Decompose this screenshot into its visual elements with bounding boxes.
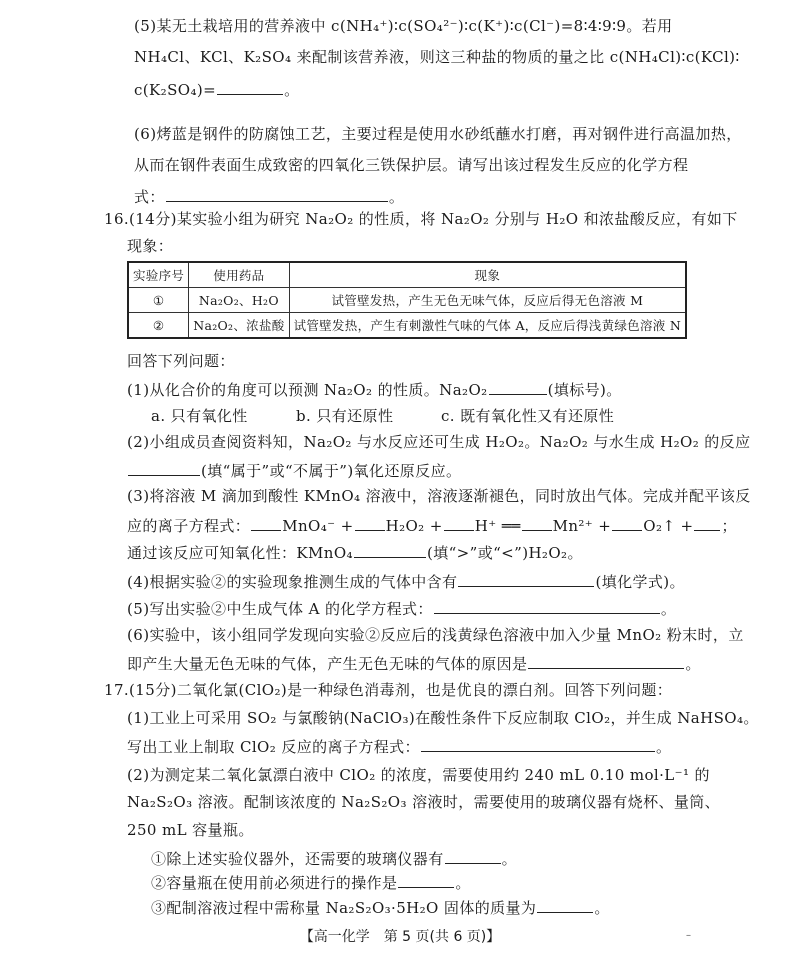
table-header: 使用药品	[189, 262, 289, 288]
option-c: c. 既有氧化性又有还原性	[441, 407, 615, 425]
table-cell: 试管壁发热，产生无色无味气体，反应后得无色溶液 M	[289, 288, 686, 313]
q16-p5-text: (5)写出实验②中生成气体 A 的化学方程式：	[127, 600, 433, 618]
q16-part-4	[127, 570, 685, 592]
option-a: a. 只有氧化性	[151, 407, 248, 425]
answer-blank[interactable]	[537, 896, 593, 913]
table-cell: ②	[128, 313, 189, 339]
q17-part-2-line-1: (2)为测定某二氧化氯漂白液中 ClO₂ 的浓度，需要使用约 240 mL 0.10 mol·L⁻¹ 的	[127, 766, 710, 784]
q17-part-1-line-1: (1)工业上可采用 SO₂ 与氯酸钠(NaClO₃)在酸性条件下反应制取 ClO₂，并生成 NaHSO₄。	[127, 709, 759, 727]
q5-line-1: (5)某无土栽培用的营养液中 c(NH₄⁺)∶c(SO₄²⁻)∶c(K⁺)∶c(Cl⁻)=8∶4∶9∶9。若用	[134, 17, 673, 35]
q17-sub-1	[151, 847, 517, 869]
table-cell: Na₂O₂、H₂O	[189, 288, 289, 313]
option-b: b. 只有还原性	[296, 407, 394, 425]
q16-p5-suffix: 。	[660, 600, 677, 618]
answer-blank[interactable]	[166, 185, 388, 202]
q5-line-2: NH₄Cl、KCl、K₂SO₄ 来配制该营养液，则这三种盐的物质的量之比 c(NH₄Cl)∶c(KCl)∶	[134, 48, 740, 66]
q17-part-1-line-2	[127, 735, 671, 757]
experiment-table	[127, 261, 687, 339]
table-cell: Na₂O₂、浓盐酸	[189, 313, 289, 339]
answer-blank[interactable]	[354, 541, 426, 558]
q17-s2-text: ②容量瓶在使用前必须进行的操作是	[151, 874, 398, 892]
coefficient-blank[interactable]	[251, 514, 281, 531]
q16-part-3-equation	[127, 514, 737, 536]
q17-sub-3	[151, 896, 610, 918]
answer-blank[interactable]	[528, 652, 684, 669]
q16-p2-suffix: (填“属于”或“不属于”)氧化还原反应。	[201, 462, 462, 480]
q17-part-2-line-2: Na₂S₂O₃ 溶液。配制该浓度的 Na₂S₂O₃ 溶液时，需要使用的玻璃仪器有烧杯、量筒、	[127, 793, 721, 811]
eq-term: H⁺ ══	[474, 517, 521, 535]
q5-line-3	[134, 78, 300, 100]
q16-heading-2: 现象：	[127, 237, 174, 255]
answer-blank[interactable]	[458, 570, 594, 587]
q16-part-2-line-1: (2)小组成员查阅资料知，Na₂O₂ 与水反应还可生成 H₂O₂。Na₂O₂ 与水生成 H₂O₂ 的反应	[127, 433, 751, 451]
table-header: 实验序号	[128, 262, 189, 288]
product-blank[interactable]	[694, 514, 720, 531]
coefficient-blank[interactable]	[355, 514, 385, 531]
q17-p1-text: 写出工业上制取 ClO₂ 反应的离子方程式：	[127, 738, 420, 756]
table-header-row	[128, 262, 686, 288]
q16-p4-text: (4)根据实验②的实验现象推测生成的气体中含有	[127, 573, 458, 591]
page-footer: 【高一化学 第 5 页(共 6 页)】	[299, 929, 501, 945]
q5-line-3-end: 。	[284, 81, 300, 99]
q16-part-3-line-3	[127, 541, 583, 563]
q17-s1-text: ①除上述实验仪器外，还需要的玻璃仪器有	[151, 850, 444, 868]
q17-p1-end: 。	[655, 738, 672, 756]
q16-p6-end: 。	[685, 655, 701, 673]
answer-blank[interactable]	[434, 597, 660, 614]
q16-part-5	[127, 597, 676, 619]
eq-term: MnO₄⁻ +	[282, 517, 354, 535]
q6-line-3-text: 式：	[134, 188, 165, 206]
coefficient-blank[interactable]	[444, 514, 474, 531]
q16-part-6-line-1: (6)实验中，该小组同学发现向实验②反应后的浅黄绿色溶液中加入少量 MnO₂ 粉末时，立	[127, 626, 744, 644]
q17-s3-end: 。	[594, 899, 610, 917]
eq-term: Mn²⁺ +	[552, 517, 612, 535]
q16-part-1	[127, 378, 622, 400]
q17-s2-end: 。	[455, 874, 471, 892]
q16-part-3-line-1: (3)将溶液 M 滴加到酸性 KMnO₄ 溶液中，溶液逐渐褪色，同时放出气体。完成并配平该反	[127, 487, 751, 505]
q16-p3-text: 通过该反应可知氧化性：KMnO₄	[127, 544, 353, 562]
q17-part-2-line-3: 250 mL 容量瓶。	[127, 821, 254, 839]
q16-part-6-line-2	[127, 652, 701, 674]
coefficient-blank[interactable]	[522, 514, 552, 531]
q16-p4-suffix: (填化学式)。	[595, 573, 685, 591]
q16-heading: 16.(14分)某实验小组为研究 Na₂O₂ 的性质，将 Na₂O₂ 分别与 H₂O 和浓盐酸反应，有如下	[104, 210, 738, 228]
answer-blank[interactable]	[398, 871, 454, 888]
answer-blank[interactable]	[128, 459, 200, 476]
eq-end: ；	[721, 517, 737, 535]
q17-sub-2	[151, 871, 471, 893]
q16-part-2-line-2	[127, 459, 461, 481]
q6-line-3-end: 。	[388, 188, 405, 206]
q6-line-2: 从而在钢件表面生成致密的四氧化三铁保护层。请写出该过程发生反应的化学方程	[134, 156, 689, 174]
table-cell: 试管壁发热，产生有刺激性气味的气体 A，反应后得浅黄绿色溶液 N	[289, 313, 686, 339]
q5-line-3-text: c(K₂SO₄)=	[134, 81, 217, 99]
table-row	[128, 288, 686, 313]
eq-term: O₂↑ +	[643, 517, 694, 535]
answer-blank[interactable]	[445, 847, 501, 864]
q6-line-1: (6)烤蓝是钢件的防腐蚀工艺，主要过程是使用水砂纸蘸水打磨，再对钢件进行高温加热，	[134, 125, 742, 143]
q6-line-3	[134, 185, 404, 207]
q16-p1-suffix: (填标号)。	[547, 381, 622, 399]
q16-p3-suffix: (填“>”或“<”)H₂O₂。	[426, 544, 583, 562]
coefficient-blank[interactable]	[612, 514, 642, 531]
corner-mark: –	[686, 930, 691, 941]
eq-term: H₂O₂ +	[385, 517, 443, 535]
q17-s1-end: 。	[501, 850, 518, 868]
answer-blank[interactable]	[421, 735, 655, 752]
q17-s3-text: ③配制溶液过程中需称量 Na₂S₂O₃·5H₂O 固体的质量为	[151, 899, 537, 917]
q17-heading: 17.(15分)二氧化氯(ClO₂)是一种绿色消毒剂，也是优良的漂白剂。回答下列问题：	[104, 681, 673, 699]
eq-prefix: 应的离子方程式：	[127, 517, 251, 535]
answer-blank[interactable]	[217, 78, 283, 95]
q16-intro: 回答下列问题：	[127, 352, 235, 370]
q16-p6-text: 即产生大量无色无味的气体，产生无色无味的气体的原因是	[127, 655, 528, 673]
q16-p1-text: (1)从化合价的角度可以预测 Na₂O₂ 的性质。Na₂O₂	[127, 381, 488, 399]
answer-blank[interactable]	[489, 378, 547, 395]
table-cell: ①	[128, 288, 189, 313]
table-header: 现象	[289, 262, 686, 288]
table-row	[128, 313, 686, 339]
